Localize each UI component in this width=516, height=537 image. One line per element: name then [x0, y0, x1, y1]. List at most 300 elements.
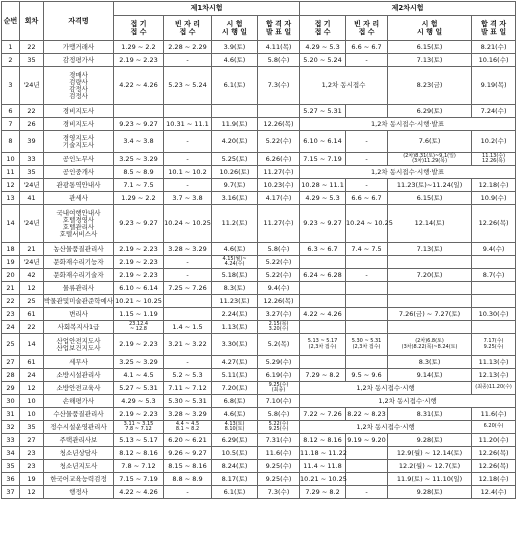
first-cell: 9.25(수) (최종) — [258, 382, 300, 395]
second-cell: 7.6(토) — [388, 131, 472, 153]
first-cell: 5.22(수) — [258, 131, 300, 153]
second-cell: 4.29 ~ 5.3 — [300, 192, 346, 205]
first-cell: - — [164, 269, 212, 282]
second-cell: 12.14(토) — [388, 205, 472, 243]
first-cell: 10.31 ~ 11.1 — [164, 118, 212, 131]
second-cell: - — [346, 179, 388, 192]
first-cell: 1.15 ~ 1.19 — [114, 308, 164, 321]
row-round: 42 — [20, 269, 44, 282]
second-cell: 11.6(수) — [472, 408, 516, 421]
row-no: 1 — [2, 41, 20, 54]
second-cell: - — [346, 153, 388, 166]
first-cell: 8.8 ~ 8.9 — [164, 473, 212, 486]
row-name: 경비지도사 — [44, 118, 114, 131]
first-cell: 4.27(토) — [212, 356, 258, 369]
first-cell: 9.25(수) — [258, 460, 300, 473]
row-no: 7 — [2, 118, 20, 131]
row-round: 35 — [20, 166, 44, 179]
first-cell: 9.4(수) — [258, 282, 300, 295]
table-row — [2, 486, 516, 499]
first-cell: 5.13 ~ 5.17 — [114, 434, 164, 447]
first-col-1: 빈 자 리 접 수 — [164, 16, 212, 41]
first-cell: 5.29(수) — [258, 356, 300, 369]
first-cell — [164, 308, 212, 321]
row-round: 12 — [20, 486, 44, 499]
row-no: 35 — [2, 460, 20, 473]
row-name: 손해평가사 — [44, 395, 114, 408]
second-note: 1,2차 동시접수·시행 — [300, 421, 472, 434]
row-round: 12 — [20, 382, 44, 395]
second-note: 1,2차 동시접수·시행·발표 — [300, 166, 516, 179]
first-cell: 6.26(수) — [258, 153, 300, 166]
row-name: 감정평가사 — [44, 54, 114, 67]
table-row — [2, 67, 516, 105]
table-row — [2, 421, 516, 434]
table-row — [2, 356, 516, 369]
row-round: 25 — [20, 295, 44, 308]
row-no: 24 — [2, 321, 20, 334]
row-no: 22 — [2, 295, 20, 308]
first-cell: 2.28 ~ 2.29 — [164, 41, 212, 54]
row-round: 35 — [20, 54, 44, 67]
row-name: 박물관및미술관준학예사 — [44, 295, 114, 308]
row-no: 11 — [2, 166, 20, 179]
second-cell: 7.29 ~ 8.2 — [300, 486, 346, 499]
second-cell: 11.13(수) 12.26(목) — [472, 153, 516, 166]
second-cell: - — [346, 54, 388, 67]
first-cell: 2.19 ~ 2.23 — [114, 256, 164, 269]
table-row — [2, 447, 516, 460]
second-cell: 7.22 ~ 7.26 — [300, 408, 346, 421]
row-no: 8 — [2, 131, 20, 153]
first-cell: 4.20(토) — [212, 131, 258, 153]
row-no: 30 — [2, 395, 20, 408]
second-col-1: 빈 자 리 접 수 — [346, 16, 388, 41]
second-cell: 6.6 ~ 6.7 — [346, 41, 388, 54]
second-cell: 12.18(수) — [472, 473, 516, 486]
first-cell: 9.7(토) — [212, 179, 258, 192]
row-no: 33 — [2, 434, 20, 447]
first-cell: 10.5(토) — [212, 447, 258, 460]
first-cell: 9.25(수) — [258, 473, 300, 486]
first-cell: 12.26(목) — [258, 118, 300, 131]
second-cell: - — [346, 131, 388, 153]
second-cell: 8.22 ~ 8.23 — [346, 408, 388, 421]
first-cell: 3.21 ~ 3.22 — [164, 334, 212, 356]
second-cell — [346, 321, 388, 334]
second-cell: 5.20 ~ 5.24 — [300, 54, 346, 67]
second-cell: 10.30(수) — [472, 308, 516, 321]
first-cell: 1.13(토) — [212, 321, 258, 334]
first-cell: 8.17(토) — [212, 473, 258, 486]
second-cell — [472, 256, 516, 269]
first-cell: 2.19 ~ 2.23 — [114, 54, 164, 67]
first-cell: 4.6(토) — [212, 243, 258, 256]
second-cell — [346, 473, 388, 486]
first-cell: 5.8(수) — [258, 243, 300, 256]
second-cell: (2차)8.31(토)~9.1(일) (3차)11.29(목) — [388, 153, 472, 166]
second-cell: 6.15(토) — [388, 41, 472, 54]
table-row — [2, 282, 516, 295]
first-cell: 7.3(수) — [258, 486, 300, 499]
row-name: 정수시설운영관리사 — [44, 421, 114, 434]
row-no: 37 — [2, 486, 20, 499]
second-cell — [300, 356, 346, 369]
row-name: 세무사 — [44, 356, 114, 369]
first-cell: 7.1 ~ 7.5 — [114, 179, 164, 192]
row-no: 19 — [2, 256, 20, 269]
table-row — [2, 269, 516, 282]
row-name: 경매사 검량사 감정사 검정사 — [44, 67, 114, 105]
first-cell: 6.29(토) — [212, 434, 258, 447]
second-cell: (최종)11.20(수) — [472, 382, 516, 395]
table-row — [2, 408, 516, 421]
second-cell: 10.28 ~ 11.1 — [300, 179, 346, 192]
second-cell — [346, 356, 388, 369]
row-no: 29 — [2, 382, 20, 395]
second-cell — [472, 321, 516, 334]
first-cell: 3.28 ~ 3.29 — [164, 243, 212, 256]
first-cell: 5.2 ~ 5.3 — [164, 369, 212, 382]
table-row — [2, 118, 516, 131]
second-cell — [472, 282, 516, 295]
second-cell: 11.4 ~ 11.8 — [300, 460, 346, 473]
row-no: 28 — [2, 369, 20, 382]
second-cell: (2차)6.8(토) (3차)8.22(목)~8.24(토) — [388, 334, 472, 356]
first-cell: - — [164, 256, 212, 269]
table-row — [2, 382, 516, 395]
first-col-2: 시 험 시 행 일 — [212, 16, 258, 41]
second-cell: 10.21 ~ 10.25 — [300, 473, 346, 486]
first-cell: 4.6(토) — [212, 54, 258, 67]
second-cell: 8.23(금) — [388, 67, 472, 105]
first-cell: 2.19 ~ 2.23 — [114, 269, 164, 282]
col-name: 자격명 — [44, 2, 114, 41]
table-row — [2, 41, 516, 54]
row-name: 소방시설관리사 — [44, 369, 114, 382]
second-cell: 11.20(수) — [472, 434, 516, 447]
row-name: 청소년상담사 — [44, 447, 114, 460]
table-row — [2, 460, 516, 473]
row-round: 23 — [20, 460, 44, 473]
second-note: 1,2차 동시접수·시행 — [300, 382, 472, 395]
row-no: 12 — [2, 179, 20, 192]
second-cell: 8.3(토) — [388, 356, 472, 369]
row-no: 6 — [2, 105, 20, 118]
second-note: 1,2차 동시접수·시행·발표 — [300, 118, 516, 131]
second-cell: 12.2(월) ~ 12.7(토) — [388, 460, 472, 473]
first-cell: 5.8(수) — [258, 54, 300, 67]
first-col-3: 합 격 자 발 표 일 — [258, 16, 300, 41]
first-cell: - — [164, 153, 212, 166]
first-cell — [212, 105, 258, 118]
first-cell: 9.26 ~ 9.27 — [164, 447, 212, 460]
row-no: 23 — [2, 308, 20, 321]
second-cell: 7.13(토) — [388, 243, 472, 256]
first-cell: 10.21 ~ 10.25 — [114, 295, 164, 308]
row-name: 국내여행안내사 호텔경영사 호텔관리사 호텔서비스사 — [44, 205, 114, 243]
first-cell: 3.4 ~ 3.8 — [114, 131, 164, 153]
first-cell: 9.23 ~ 9.27 — [114, 118, 164, 131]
row-name: 문화재수리기능자 — [44, 256, 114, 269]
second-cell — [346, 460, 388, 473]
second-cell: 6.6 ~ 6.7 — [346, 192, 388, 205]
second-cell: 10.16(수) — [472, 54, 516, 67]
row-round: 23 — [20, 447, 44, 460]
second-cell: 5.13 ~ 5.17 (2,3차 접수) — [300, 334, 346, 356]
row-round: 35 — [20, 421, 44, 434]
row-no: 3 — [2, 67, 20, 105]
row-round: '24년 — [20, 256, 44, 269]
second-cell: 4.29 ~ 5.3 — [300, 41, 346, 54]
first-cell: 3.16(토) — [212, 192, 258, 205]
second-cell: 4.22 ~ 4.26 — [300, 308, 346, 321]
second-cell: 5.30 ~ 5.31 (2,3차 접수) — [346, 334, 388, 356]
first-cell: 1.29 ~ 2.2 — [114, 41, 164, 54]
row-no: 32 — [2, 421, 20, 434]
row-no: 34 — [2, 447, 20, 460]
first-cell: 3.11 ~ 3.15 7.8 ~ 7.12 — [114, 421, 164, 434]
first-cell: 5.18(토) — [212, 269, 258, 282]
second-cell: 9.14(토) — [388, 369, 472, 382]
first-cell: 11.23(토) — [212, 295, 258, 308]
second-cell — [388, 295, 472, 308]
row-round: 61 — [20, 308, 44, 321]
second-cell: 10.24 ~ 10.25 — [346, 205, 388, 243]
second-cell: 7.26(금) ~ 7.27(토) — [388, 308, 472, 321]
row-round: '24년 — [20, 67, 44, 105]
second-cell: - — [346, 269, 388, 282]
row-name: 가맹거래사 — [44, 41, 114, 54]
row-name: 주택관리사보 — [44, 434, 114, 447]
row-no: 13 — [2, 192, 20, 205]
table-row — [2, 334, 516, 356]
second-cell: 9.5 ~ 9.6 — [346, 369, 388, 382]
second-cell — [300, 295, 346, 308]
first-cell: 3.9(토) — [212, 41, 258, 54]
first-cell: 4.13(토) 8.10(토) — [212, 421, 258, 434]
first-cell: 2.19 ~ 2.23 — [114, 334, 164, 356]
row-name: 행정사 — [44, 486, 114, 499]
first-cell: 6.20 ~ 6.21 — [164, 434, 212, 447]
row-round: 41 — [20, 192, 44, 205]
table-row — [2, 321, 516, 334]
second-cell: 7.15 ~ 7.19 — [300, 153, 346, 166]
first-cell: 11.27(수) — [258, 205, 300, 243]
first-cell: 4.22 ~ 4.26 — [114, 486, 164, 499]
first-cell: 3.25 ~ 3.29 — [114, 153, 164, 166]
first-cell: 10.24 ~ 10.25 — [164, 205, 212, 243]
first-cell: 10.23(수) — [258, 179, 300, 192]
first-cell: 4.1 ~ 4.5 — [114, 369, 164, 382]
second-cell: 9.19(목) — [472, 67, 516, 105]
row-round: 22 — [20, 41, 44, 54]
first-cell: 4.29 ~ 5.3 — [114, 395, 164, 408]
first-cell: - — [164, 54, 212, 67]
first-cell: 10.26(토) — [212, 166, 258, 179]
row-no: 18 — [2, 243, 20, 256]
first-cell: 7.3(수) — [258, 67, 300, 105]
second-cell: 12.4(수) — [472, 486, 516, 499]
first-cell: 7.10(수) — [258, 395, 300, 408]
second-cell: 9.23 ~ 9.27 — [300, 205, 346, 243]
row-name: 사회복지사1급 — [44, 321, 114, 334]
first-cell: 5.2(목) — [258, 334, 300, 356]
row-name: 농산물품질관리사 — [44, 243, 114, 256]
table-row — [2, 131, 516, 153]
first-cell: 8.5 ~ 8.9 — [114, 166, 164, 179]
row-round: 39 — [20, 131, 44, 153]
second-cell — [300, 282, 346, 295]
second-cell — [346, 256, 388, 269]
first-cell: 4.22 ~ 4.26 — [114, 67, 164, 105]
table-row — [2, 153, 516, 166]
row-round: '24년 — [20, 179, 44, 192]
row-no: 10 — [2, 153, 20, 166]
first-cell: 8.24(토) — [212, 460, 258, 473]
second-note: 1,2차 동시접수 — [300, 67, 388, 105]
row-name: 문화재수리기술자 — [44, 269, 114, 282]
second-cell — [346, 447, 388, 460]
row-no: 20 — [2, 269, 20, 282]
first-cell — [258, 105, 300, 118]
second-cell: 6.3 ~ 6.7 — [300, 243, 346, 256]
first-cell: 3.25 ~ 3.29 — [114, 356, 164, 369]
row-round: 22 — [20, 321, 44, 334]
second-cell: 7.20(토) — [388, 269, 472, 282]
table-row — [2, 105, 516, 118]
second-cell: 10.2(수) — [472, 131, 516, 153]
first-col-0: 접 기 접 수 — [114, 16, 164, 41]
row-name: 한국어교육능력검정 — [44, 473, 114, 486]
second-cell: 8.7(수) — [472, 269, 516, 282]
first-cell: 6.8(토) — [212, 395, 258, 408]
first-cell — [114, 105, 164, 118]
second-cell — [346, 308, 388, 321]
second-cell: 9.28(토) — [388, 434, 472, 447]
first-cell: 3.7 ~ 3.8 — [164, 192, 212, 205]
table-row — [2, 395, 516, 408]
row-name: 수산물품질관리사 — [44, 408, 114, 421]
second-note: 1,2차 동시접수·시행 — [300, 395, 516, 408]
first-cell: 5.8(수) — [258, 408, 300, 421]
first-cell: 2.24(토) — [212, 308, 258, 321]
first-cell: 8.15 ~ 8.16 — [164, 460, 212, 473]
first-cell: - — [164, 179, 212, 192]
first-cell: 23.12.4 ~ 12.8 — [114, 321, 164, 334]
first-cell: 7.11 ~ 7.12 — [164, 382, 212, 395]
second-cell: 12.9(월) ~ 12.14(토) — [388, 447, 472, 460]
first-cell: 5.25(토) — [212, 153, 258, 166]
row-name: 소방안전교육사 — [44, 382, 114, 395]
second-cell: 6.15(토) — [388, 192, 472, 205]
second-cell — [388, 256, 472, 269]
table-row — [2, 308, 516, 321]
row-round: 22 — [20, 105, 44, 118]
first-cell: 6.19(수) — [258, 369, 300, 382]
second-cell: 11.13(수) — [472, 356, 516, 369]
second-cell — [472, 295, 516, 308]
second-cell: 8.12 ~ 8.16 — [300, 434, 346, 447]
second-cell: 11.18 ~ 11.22 — [300, 447, 346, 460]
first-cell: 12.26(목) — [258, 295, 300, 308]
first-cell: 2.19 ~ 2.23 — [114, 243, 164, 256]
col-round: 회차 — [20, 2, 44, 41]
first-cell: 8.3(토) — [212, 282, 258, 295]
first-cell: 6.10 ~ 6.14 — [114, 282, 164, 295]
second-cell: 10.9(수) — [472, 192, 516, 205]
second-col-2: 시 험 시 행 일 — [388, 16, 472, 41]
first-cell — [164, 105, 212, 118]
row-name: 물류관리사 — [44, 282, 114, 295]
second-cell — [300, 321, 346, 334]
row-round: 26 — [20, 118, 44, 131]
first-cell: 5.30 ~ 5.31 — [164, 395, 212, 408]
second-cell: 6.29(토) — [388, 105, 472, 118]
row-no: 27 — [2, 356, 20, 369]
row-round: 24 — [20, 369, 44, 382]
table-row — [2, 434, 516, 447]
first-cell: 11.27(수) — [258, 166, 300, 179]
second-cell: 5.27 ~ 5.31 — [300, 105, 346, 118]
second-exam-header: 제2차시험 — [300, 2, 516, 16]
row-name: 경비지도사 — [44, 105, 114, 118]
second-cell: 9.28(토) — [388, 486, 472, 499]
first-cell: 6.1(토) — [212, 67, 258, 105]
second-cell: - — [346, 486, 388, 499]
second-cell — [300, 256, 346, 269]
first-cell: 2.19 ~ 2.23 — [114, 408, 164, 421]
table-row — [2, 54, 516, 67]
row-name: 공인노무사 — [44, 153, 114, 166]
first-cell: 5.27 ~ 5.31 — [114, 382, 164, 395]
second-cell: 9.19 ~ 9.20 — [346, 434, 388, 447]
row-round: 21 — [20, 243, 44, 256]
table-row — [2, 256, 516, 269]
second-cell — [388, 321, 472, 334]
row-no: 25 — [2, 334, 20, 356]
first-cell: 5.22(수) — [258, 269, 300, 282]
first-cell: 5.23 ~ 5.24 — [164, 67, 212, 105]
first-cell: 3.30(토) — [212, 334, 258, 356]
row-name: 산업안전지도사 산업보건지도사 — [44, 334, 114, 356]
second-cell: 8.31(토) — [388, 408, 472, 421]
second-cell: 6.10 ~ 6.14 — [300, 131, 346, 153]
row-name: 경영지도사 기술지도사 — [44, 131, 114, 153]
col-no: 순번 — [2, 2, 20, 41]
row-name: 관광통역안내사 — [44, 179, 114, 192]
first-cell: 6.1(토) — [212, 486, 258, 499]
first-cell: 7.8 ~ 7.12 — [114, 460, 164, 473]
second-cell: 7.4 ~ 7.5 — [346, 243, 388, 256]
second-col-3: 합 격 자 발 표 일 — [472, 16, 516, 41]
row-round: 27 — [20, 434, 44, 447]
first-cell: 4.17(수) — [258, 192, 300, 205]
first-cell: - — [164, 356, 212, 369]
first-cell: 7.15 ~ 7.19 — [114, 473, 164, 486]
first-cell: 4.4 ~ 4.5 8.1 ~ 8.2 — [164, 421, 212, 434]
second-cell: 7.13(토) — [388, 54, 472, 67]
second-cell: 7.17(수) 9.25(수) — [472, 334, 516, 356]
first-cell: 7.31(수) — [258, 434, 300, 447]
first-cell: 10.1 ~ 10.2 — [164, 166, 212, 179]
table-row — [2, 179, 516, 192]
row-no: 21 — [2, 282, 20, 295]
first-cell: 5.22(수) 9.25(수) — [258, 421, 300, 434]
first-cell: 5.22(수) — [258, 256, 300, 269]
row-no: 31 — [2, 408, 20, 421]
first-cell: 1.29 ~ 2.2 — [114, 192, 164, 205]
